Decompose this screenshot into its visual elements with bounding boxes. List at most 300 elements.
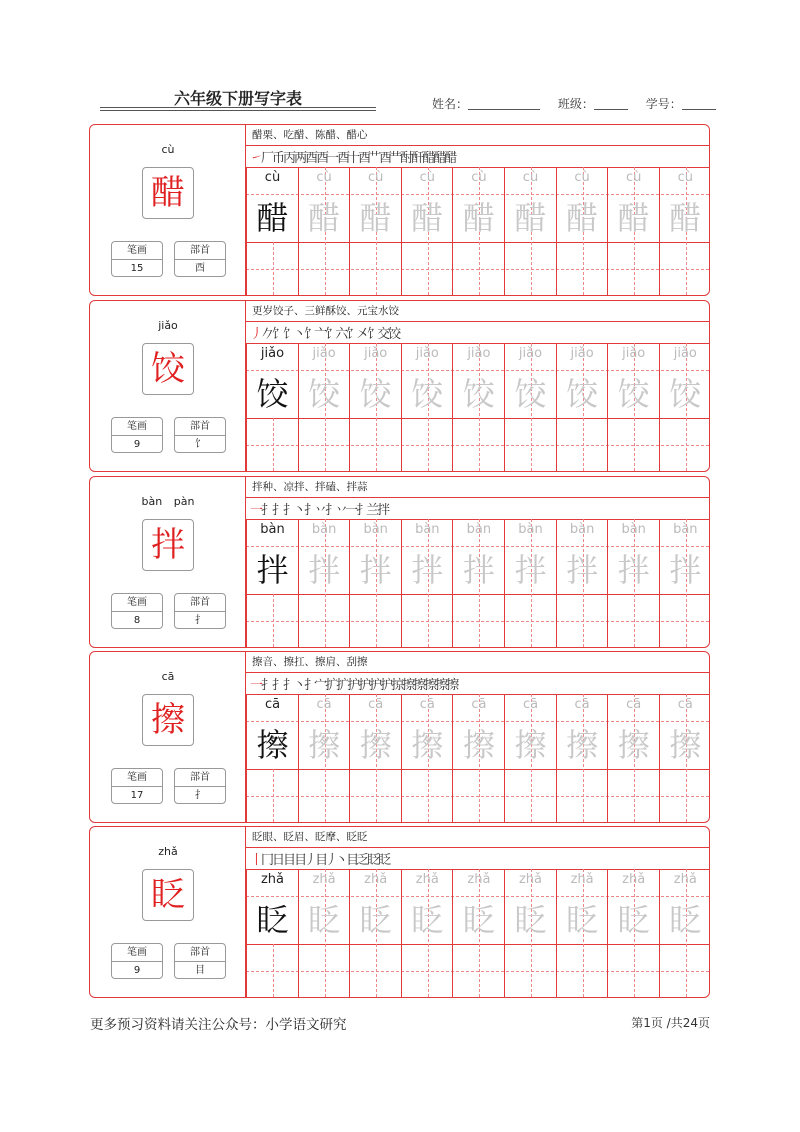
example-words: 醋栗、吃醋、陈醋、醋心: [252, 129, 368, 141]
practice-area: [246, 125, 709, 295]
radical-label: 部首: [175, 594, 225, 612]
trace-character: 擦: [462, 726, 495, 764]
trace-pinyin: jiǎo: [312, 346, 336, 361]
character-info: [90, 827, 246, 997]
character-pinyin: bàn pàn: [141, 495, 195, 508]
character-card: [89, 300, 710, 472]
trace-pinyin: cā: [316, 697, 332, 712]
grid-guide-line: [273, 242, 274, 295]
character-info: [90, 652, 246, 822]
stroke-step: 擦: [424, 678, 435, 693]
practice-cell[interactable]: [401, 343, 453, 471]
grid-guide-line: [583, 944, 584, 997]
trace-pinyin: cù: [574, 170, 590, 185]
trace-pinyin: cā: [419, 697, 435, 712]
stroke-step: ㇀: [250, 151, 261, 166]
trace-character: 擦: [617, 726, 650, 764]
trace-pinyin: cù: [264, 170, 281, 185]
stroke-count-box: [111, 593, 163, 629]
practice-cell[interactable]: [452, 694, 504, 822]
trace-pinyin: cā: [471, 697, 487, 712]
grid-guide-line: [634, 594, 635, 647]
stroke-count-value: 8: [133, 615, 141, 626]
trace-character: 饺: [514, 375, 547, 413]
trace-pinyin: cù: [522, 170, 539, 185]
trace-character: 饺: [359, 375, 392, 413]
stroke-step: 目丿丶: [315, 853, 346, 868]
trace-character: 饺: [256, 375, 289, 413]
trace-pinyin: cù: [471, 170, 487, 185]
grid-guide-line: [376, 242, 377, 295]
trace-character: 擦: [566, 726, 599, 764]
practice-cell[interactable]: [659, 869, 711, 997]
stroke-step: 丨: [250, 853, 261, 868]
stroke-step: 扌丶: [283, 678, 304, 693]
stroke-step: 醋: [422, 151, 433, 166]
trace-character: 醋: [514, 199, 547, 237]
id-blank[interactable]: [682, 98, 716, 110]
practice-area: [246, 477, 709, 647]
stroke-step: 拌: [377, 503, 388, 518]
practice-cell[interactable]: [349, 869, 401, 997]
stroke-step: 护: [369, 678, 380, 693]
title-underline-top: [100, 107, 376, 108]
name-blank[interactable]: [468, 98, 540, 110]
stroke-count-label: 笔画: [112, 594, 162, 612]
stroke-step: 扌丷: [304, 503, 325, 518]
practice-cell[interactable]: [452, 167, 504, 295]
character-info: [90, 477, 246, 647]
trace-pinyin: bàn: [363, 522, 388, 537]
stroke-count-label: 笔画: [112, 418, 162, 436]
stroke-step: 擦: [435, 678, 446, 693]
stroke-step: 饣六: [325, 327, 346, 342]
trace-character: 眨: [617, 901, 650, 939]
stroke-step: 饣: [272, 327, 283, 342]
stroke-order: [250, 674, 457, 692]
trace-character: 眨: [308, 901, 341, 939]
stroke-count-value: 9: [133, 439, 141, 450]
stroke-count-box: [111, 943, 163, 979]
trace-pinyin: zhǎ: [364, 872, 388, 887]
practice-cell[interactable]: [298, 869, 350, 997]
character-card: [89, 476, 710, 648]
practice-cell[interactable]: [246, 694, 298, 822]
practice-cell[interactable]: [607, 167, 659, 295]
stroke-step: 币: [272, 151, 283, 166]
practice-cell[interactable]: [349, 167, 401, 295]
radical-value: 扌: [195, 790, 205, 801]
character-display: 眨: [142, 869, 194, 921]
trace-character: 醋: [256, 199, 289, 237]
grid-guide-line: [325, 418, 326, 471]
grid-guide-line: [325, 242, 326, 295]
stroke-step: 扩: [325, 678, 336, 693]
trace-character: 拌: [566, 551, 599, 589]
stroke-step: 扌丷一: [325, 503, 356, 518]
practice-cell[interactable]: [556, 694, 608, 822]
trace-pinyin: jiǎo: [260, 346, 285, 361]
stroke-step: 扌: [261, 678, 272, 693]
trace-pinyin: bàn: [621, 522, 646, 537]
stroke-step: 扌: [272, 503, 283, 518]
stroke-step: 扌: [272, 678, 283, 693]
trace-character: 拌: [359, 551, 392, 589]
grid-guide-line: [634, 418, 635, 471]
stroke-count-box: [111, 768, 163, 804]
trace-character: 醋: [566, 199, 599, 237]
stroke-order: [250, 147, 455, 165]
practice-cell[interactable]: [556, 869, 608, 997]
grid-guide-line: [583, 769, 584, 822]
trace-pinyin: cā: [677, 697, 693, 712]
trace-character: 饺: [308, 375, 341, 413]
trace-pinyin: bàn: [673, 522, 698, 537]
trace-pinyin: zhǎ: [673, 872, 697, 887]
practice-area: [246, 301, 709, 471]
stroke-count-label: 笔画: [112, 242, 162, 260]
grid-guide-line: [686, 944, 687, 997]
radical-box: [174, 241, 226, 277]
trace-pinyin: cā: [574, 697, 590, 712]
stroke-step: 厂: [261, 151, 272, 166]
grid-guide-line: [428, 594, 429, 647]
grid-guide-line: [376, 418, 377, 471]
trace-character: 擦: [411, 726, 444, 764]
character-card: [89, 651, 710, 823]
trace-character: 擦: [359, 726, 392, 764]
stroke-step: 冂: [261, 853, 272, 868]
practice-cell[interactable]: [298, 343, 350, 471]
practice-cell[interactable]: [298, 167, 350, 295]
trace-character: 眨: [359, 901, 392, 939]
trace-character: 擦: [514, 726, 547, 764]
trace-character: 拌: [411, 551, 444, 589]
practice-cell[interactable]: [556, 519, 608, 647]
stroke-step: 饣㐅: [346, 327, 367, 342]
trace-pinyin: cā: [626, 697, 642, 712]
trace-pinyin: zhǎ: [312, 872, 336, 887]
practice-cell[interactable]: [556, 167, 608, 295]
grid-line: [246, 847, 709, 848]
radical-label: 部首: [175, 944, 225, 962]
practice-cell[interactable]: [401, 694, 453, 822]
practice-cell[interactable]: [452, 343, 504, 471]
character-display: 饺: [142, 343, 194, 395]
stroke-step: 𠂊: [261, 327, 272, 342]
page-number: 第1页 /共24页: [631, 1016, 710, 1030]
trace-pinyin: zhǎ: [467, 872, 491, 887]
grid-line: [246, 145, 709, 146]
practice-cell[interactable]: [607, 869, 659, 997]
character-pinyin: zhǎ: [158, 845, 178, 858]
stroke-order: [250, 323, 399, 341]
grid-guide-line: [531, 242, 532, 295]
example-words: 拌种、凉拌、拌磕、拌蒜: [252, 481, 368, 493]
stroke-count-box: [111, 241, 163, 277]
grid-guide-line: [428, 418, 429, 471]
character-card: [89, 124, 710, 296]
radical-box: [174, 943, 226, 979]
character-info: [90, 301, 246, 471]
trace-pinyin: jiǎo: [518, 346, 543, 361]
stroke-step: 饣交: [367, 327, 388, 342]
stroke-count-label: 笔画: [112, 769, 162, 787]
practice-cell[interactable]: [401, 167, 453, 295]
grid-guide-line: [273, 594, 274, 647]
stroke-step: 饣亠: [304, 327, 325, 342]
stroke-count-box: [111, 417, 163, 453]
grid-guide-line: [325, 769, 326, 822]
trace-pinyin: cù: [316, 170, 332, 185]
grid-guide-line: [686, 242, 687, 295]
character-display: 拌: [142, 519, 194, 571]
trace-character: 眨: [669, 901, 702, 939]
trace-character: 擦: [308, 726, 341, 764]
grid-guide-line: [531, 418, 532, 471]
trace-character: 饺: [669, 375, 702, 413]
stroke-step: 目: [283, 853, 294, 868]
trace-pinyin: bàn: [569, 522, 595, 537]
practice-cell[interactable]: [607, 343, 659, 471]
trace-character: 醋: [669, 199, 702, 237]
stroke-step: 一: [250, 678, 261, 693]
stroke-step: 饣丶: [283, 327, 304, 342]
grid-guide-line: [273, 944, 274, 997]
stroke-step: 醋: [444, 151, 455, 166]
footer-note: 更多预习资料请关注公众号：小学语文研究: [90, 1017, 347, 1033]
practice-cell[interactable]: [504, 343, 556, 471]
stroke-step: 眨: [367, 853, 378, 868]
practice-cell[interactable]: [607, 519, 659, 647]
radical-value: 饣: [195, 439, 205, 450]
title-underline-bottom: [100, 110, 376, 111]
practice-cell[interactable]: [349, 519, 401, 647]
trace-pinyin: cù: [419, 170, 435, 185]
stroke-order: [250, 499, 388, 517]
grid-guide-line: [428, 769, 429, 822]
stroke-step: 酉一: [316, 151, 337, 166]
radical-value: 扌: [195, 615, 205, 626]
stroke-step: 酎: [400, 151, 411, 166]
trace-character: 拌: [669, 551, 702, 589]
trace-character: 饺: [617, 375, 650, 413]
stroke-step: 眨: [378, 853, 389, 868]
trace-character: 醋: [462, 199, 495, 237]
radical-label: 部首: [175, 242, 225, 260]
trace-character: 拌: [617, 551, 650, 589]
stroke-step: 两: [294, 151, 305, 166]
example-words: 擦音、擦扛、擦肩、刮擦: [252, 656, 368, 668]
character-info: [90, 125, 246, 295]
stroke-step: 目乏: [346, 853, 367, 868]
example-words: 更岁饺子、三鲜酥饺、元宝水饺: [252, 305, 399, 317]
practice-cell[interactable]: [504, 694, 556, 822]
stroke-step: 日: [272, 853, 283, 868]
stroke-step: 饺: [388, 327, 399, 342]
grid-guide-line: [531, 769, 532, 822]
stroke-count-value: 17: [130, 790, 144, 801]
radical-box: [174, 593, 226, 629]
radical-value: 酉: [195, 263, 205, 274]
trace-character: 醋: [308, 199, 341, 237]
grid-guide-line: [479, 242, 480, 295]
practice-cell[interactable]: [659, 343, 711, 471]
practice-cell[interactable]: [349, 694, 401, 822]
stroke-count-label: 笔画: [112, 944, 162, 962]
practice-cell[interactable]: [246, 167, 298, 295]
practice-cell[interactable]: [504, 167, 556, 295]
stroke-step: 擦: [413, 678, 424, 693]
grid-guide-line: [325, 944, 326, 997]
trace-pinyin: jiǎo: [467, 346, 491, 361]
id-label: 学号：: [645, 97, 682, 111]
practice-cell[interactable]: [246, 869, 298, 997]
grid-guide-line: [376, 769, 377, 822]
stroke-step: 丿: [250, 327, 261, 342]
practice-cell[interactable]: [298, 519, 350, 647]
trace-character: 拌: [514, 551, 547, 589]
trace-pinyin: cù: [625, 170, 642, 185]
trace-pinyin: cā: [522, 697, 539, 712]
grid-line: [246, 497, 709, 498]
stroke-step: 酐: [411, 151, 422, 166]
grid-guide-line: [479, 418, 480, 471]
character-pinyin: cā: [161, 670, 175, 683]
trace-pinyin: bàn: [260, 522, 285, 537]
stroke-step: 丙: [283, 151, 294, 166]
practice-cell[interactable]: [504, 519, 556, 647]
trace-character: 醋: [411, 199, 444, 237]
stroke-step: 护: [380, 678, 391, 693]
stroke-order: [250, 849, 389, 867]
grid-line: [246, 672, 709, 673]
practice-cell[interactable]: [607, 694, 659, 822]
character-pinyin: jiǎo: [158, 319, 178, 332]
grid-guide-line: [428, 944, 429, 997]
trace-pinyin: zhǎ: [570, 872, 594, 887]
trace-pinyin: jiǎo: [415, 346, 439, 361]
stroke-count-value: 9: [133, 965, 141, 976]
stroke-step: 一: [250, 503, 261, 518]
grid-line: [246, 321, 709, 322]
trace-character: 擦: [669, 726, 702, 764]
trace-character: 拌: [462, 551, 495, 589]
practice-cell[interactable]: [659, 694, 711, 822]
stroke-step: 护: [347, 678, 358, 693]
grid-guide-line: [634, 769, 635, 822]
trace-pinyin: bàn: [518, 522, 543, 537]
trace-pinyin: jiǎo: [673, 346, 697, 361]
stroke-step: 酉艹: [358, 151, 379, 166]
trace-pinyin: zhǎ: [415, 872, 439, 887]
character-card: [89, 826, 710, 998]
stroke-step: 擦: [446, 678, 457, 693]
trace-character: 擦: [256, 726, 289, 764]
trace-character: 眨: [566, 901, 599, 939]
practice-cell[interactable]: [659, 519, 711, 647]
practice-cell[interactable]: [349, 343, 401, 471]
grid-guide-line: [686, 418, 687, 471]
trace-pinyin: cā: [264, 697, 281, 712]
practice-cell[interactable]: [452, 869, 504, 997]
trace-pinyin: bàn: [311, 522, 337, 537]
trace-character: 饺: [411, 375, 444, 413]
practice-cell[interactable]: [659, 167, 711, 295]
trace-character: 饺: [462, 375, 495, 413]
page-title: 六年级下册写字表: [173, 89, 302, 108]
name-label: 姓名：: [432, 97, 469, 111]
practice-cell[interactable]: [401, 869, 453, 997]
trace-character: 饺: [566, 375, 599, 413]
stroke-step: 护: [358, 678, 369, 693]
grid-guide-line: [583, 242, 584, 295]
student-fields: [432, 95, 716, 112]
trace-character: 眨: [411, 901, 444, 939]
class-blank[interactable]: [594, 98, 628, 110]
grid-guide-line: [479, 594, 480, 647]
grid-guide-line: [325, 594, 326, 647]
grid-guide-line: [273, 418, 274, 471]
trace-pinyin: jiǎo: [570, 346, 594, 361]
radical-label: 部首: [175, 769, 225, 787]
stroke-step: 掠: [391, 678, 402, 693]
practice-cell[interactable]: [298, 694, 350, 822]
grid-guide-line: [376, 944, 377, 997]
trace-pinyin: cā: [368, 697, 384, 712]
stroke-step: 擦: [402, 678, 413, 693]
stroke-step: 扌: [261, 503, 272, 518]
stroke-step: 酉十: [337, 151, 358, 166]
stroke-step: 目丿: [294, 853, 315, 868]
grid-guide-line: [531, 594, 532, 647]
grid-guide-line: [634, 944, 635, 997]
grid-guide-line: [428, 242, 429, 295]
practice-cell[interactable]: [452, 519, 504, 647]
grid-guide-line: [479, 944, 480, 997]
practice-cell[interactable]: [504, 869, 556, 997]
practice-cell[interactable]: [401, 519, 453, 647]
trace-pinyin: zhǎ: [518, 872, 543, 887]
radical-value: 目: [195, 965, 205, 976]
trace-character: 眨: [514, 901, 547, 939]
trace-character: 醋: [359, 199, 392, 237]
grid-guide-line: [686, 594, 687, 647]
grid-guide-line: [531, 944, 532, 997]
radical-box: [174, 417, 226, 453]
trace-pinyin: bàn: [466, 522, 492, 537]
trace-character: 拌: [256, 551, 289, 589]
practice-cell[interactable]: [246, 343, 298, 471]
grid-guide-line: [376, 594, 377, 647]
trace-pinyin: cù: [677, 170, 693, 185]
stroke-step: 扌丶: [283, 503, 304, 518]
grid-guide-line: [479, 769, 480, 822]
trace-pinyin: jiǎo: [364, 346, 388, 361]
grid-guide-line: [273, 769, 274, 822]
example-words: 眨眼、眨眉、眨摩、眨眨: [252, 831, 368, 843]
trace-character: 醋: [617, 199, 650, 237]
practice-cell[interactable]: [556, 343, 608, 471]
radical-label: 部首: [175, 418, 225, 436]
trace-pinyin: zhǎ: [260, 872, 285, 887]
character-display: 擦: [142, 694, 194, 746]
practice-cell[interactable]: [246, 519, 298, 647]
stroke-step: 酉: [305, 151, 316, 166]
grid-guide-line: [583, 594, 584, 647]
trace-pinyin: cù: [367, 170, 384, 185]
stroke-step: 醋: [433, 151, 444, 166]
